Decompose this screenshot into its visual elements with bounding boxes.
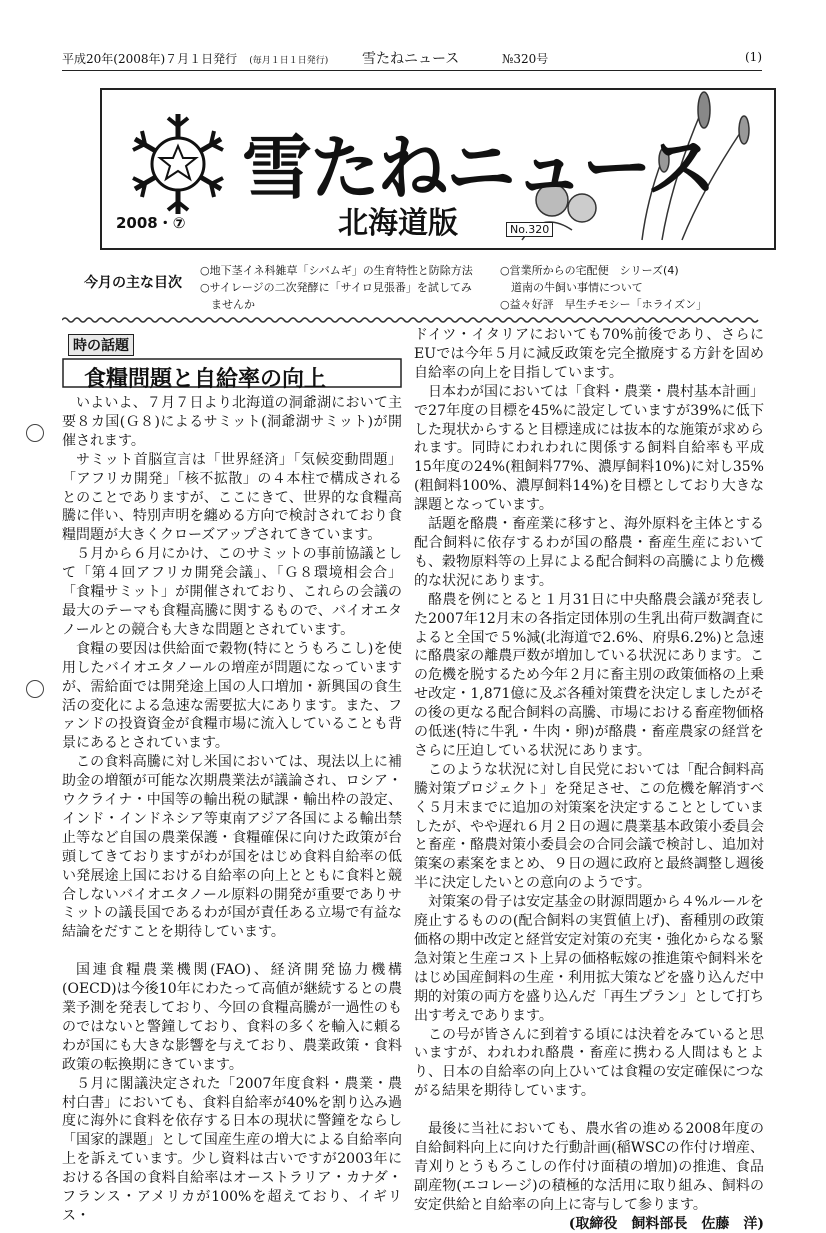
masthead-edition: 北海道版: [338, 206, 458, 241]
toc-item: ○地下茎イネ科雑草「シバムギ」の生育特性と防除方法: [200, 264, 473, 277]
paragraph: 話題を酪農・畜産業に移すと、海外原料を主体とする配合飼料に依存するわが国の酪農・畜産生産においても、穀物原料等の上昇による配合飼料の高騰により危機的な状況にあります。: [414, 516, 764, 589]
paragraph: サミット首脳宣言は「世界経済」「気候変動問題」「アフリカ開発」「核不拡散」の４本柱で構成されるとのことでありますが、ここにきて、世界的な食糧高騰に伴い、特別声明を纏める方向で検討されており食糧問題が大きくクローズアップされてきています。: [62, 451, 402, 544]
paragraph: このような状況に対し自民党においては「配合飼料高騰対策プロジェクト」を発足させ、この危機を解消すべく５月末までに追加の対策案を決定することとしていましたが、やや遅れ６月２日の週に農業基本政策小委員会と畜産・酪農対策小委員会の合同会議で検討し、追加対策案の素案をまとめ、９日の週に政府と最終調整し週後半に決定したいとの意向のようです。: [414, 761, 764, 892]
author-signature: (取締役 飼料部長 佐藤 洋): [568, 1215, 764, 1232]
paragraph: 最後に当社においても、農水省の進める2008年度の自給飼料向上に向けた行動計画(稲WSCの作付け増産、青刈りとうもろこしの作付け面積の増加)の推進、食品副産物(エコレージ)の積極的な活用に取り組み、飼料の安定供給と自給率の向上に寄与して参ります。: [414, 1121, 764, 1213]
masthead: [100, 88, 776, 250]
article-column-right: [414, 326, 764, 1233]
paragraph: 日本わが国においては「食料・農業・農村基本計画」で27年度の目標を45%に設定していますが39%に低下した現状からすると目標達成には抜本的な施策が求められます。同時にわれわれに関係する飼料自給率も平成15年度の24%(粗飼料77%、濃厚飼料10%)に対し35%(粗飼料100%、濃厚飼料14%)を目標としており大きな課題となっています。: [414, 383, 764, 514]
toc-item: 道南の牛飼い事情について: [500, 281, 643, 294]
paragraph: この号が皆さんに到着する頃には決着をみていると思いますが、われわれ酪農・畜産に携わる人間はもとより、日本の自給率の向上ひいては食糧の安定確保につながる結果を期待しています。: [414, 1026, 764, 1100]
paragraph: この食料高騰に対し米国においては、現法以上に補助金の増額が可能な次期農業法が議論され、ロシア・ウクライナ・中国等の輸出税の賦課・輸出枠の設定、インド・インドネシア等東南アジア各国による輸出禁止等など自国の農業保護・食糧確保に向けた政策が台頭してきておりますがわが国をはじめ食料自給率の低い発展途上国における自給率の向上とともに食料と競合しないバイオエタノール原料の開発が重要でありサミットの議長国であるわが国が責任ある立場で有益な結論をだすことを期待しています。: [62, 754, 402, 941]
paragraph: ドイツ・イタリアにおいても70%前後であり、さらにEUでは今年５月に減反政策を完全撤廃する方針を固め自給率の向上を目指しています。: [414, 327, 764, 381]
binder-hole: [26, 424, 44, 442]
toc-item: ○サイレージの二次発酵に「サイロ見張番」を試してみ: [200, 281, 472, 294]
toc-item: ○営業所からの宅配便 シリーズ(4): [500, 264, 679, 277]
paragraph: 国連食糧農業機関(FAO)、経済開発協力機構(OECD)は今後10年にわたって高値が継続するとの農業予測を発表しており、今回の食糧高騰が一過性のものではないと警鐘しており、食料の多くを輸入に頼るわが国にも大きな影響を与えており、農業政策・食料政策の転換期にきています。: [62, 962, 402, 1073]
article-column-left: [62, 394, 402, 1226]
paragraph: いよいよ、７月７日より北海道の洞爺湖において主要８カ国(Ｇ８)によるサミット(洞爺湖サミット)が開催されます。: [62, 395, 402, 449]
ornamental-divider: [62, 316, 762, 324]
masthead-date: 2008・⑦: [116, 214, 186, 232]
paragraph: ５月から６月にかけ、このサミットの事前協議として「第４回アフリカ開発会議」、「Ｇ８環境相会合」「食糧サミット」が開催されており、これらの会議の最大のテーマも食糧高騰に関するもので、バイオエタノールとの競合も大きな問題とされています。: [62, 546, 402, 638]
article-headline: 食糧問題と自給率の向上: [84, 367, 327, 392]
toc-heading: 今月の主な目次: [84, 275, 182, 291]
page-number: (1): [745, 50, 762, 64]
binder-hole: [26, 680, 44, 698]
toc-right: [500, 262, 770, 313]
paragraph: 食糧の要因は供給面で穀物(特にとうもろこし)を使用したバイオエタノールの増産が問題になっていますが、需給面では開発途上国の人口増加・新興国の食生活の変化による急速な需要拡大にあります。また、ファンドの投資資金が食糧市場に流入していることも背景にあるとされています。: [62, 640, 402, 752]
article-kicker: 時の話題: [68, 334, 134, 356]
paper-name: 雪たねニュース: [362, 51, 460, 67]
toc-item: ○益々好評 早生チモシー「ホライズン」: [500, 298, 708, 311]
paragraph: 対策案の骨子は安定基金の財源問題から４%ルールを廃止するものの(配合飼料の実質値上げ)、畜種別の政策価格の期中改定と経営安定対策の充実・強化からなる緊急対策と生産コスト上昇の価格転嫁の推進策や飼料米をはじめ国産飼料の生産・利用拡大策などを盛り込んだ中期的対策の両方を盛り込んだ「再生プラン」として打ち出す考えであります。: [414, 894, 764, 1024]
paragraph: 酪農を例にとると１月31日に中央酪農会議が発表した2007年12月末の各指定団体別の生乳出荷戸数調査によると全国で５%減(北海道で2.6%、府県6.2%)と急速に酪農家の離農戸数が増加している状況にあります。この危機を脱するため今年２月に畜主別の政策価格の上乗せ改定・1,871億に及ぶ各種対策費を決定しましたがその後の更なる配合飼料の高騰、市場における畜産物価格の低迷(特に牛乳・牛肉・卵)が酪農・畜産農家の経営をさらに圧迫している状況にあります。: [414, 591, 764, 759]
toc-left: [200, 262, 490, 313]
paragraph: ５月に閣議決定された「2007年度食料・農業・農村白書」においても、食料自給率が40%を割り込み過度に海外に食料を依存する日本の現状に警鐘をならし「国家的課題」として国産生産の増大による自給率向上を訴えています。少し資料は古いですが2003年における各国の食料自給率はオーストラリア・カナダ・フランス・アメリカが100%を超えており、イギリス・: [62, 1075, 402, 1224]
issue-date: 平成20年(2008年)７月１日発行 (毎月１日１日発行): [62, 52, 329, 66]
header-rule: [62, 70, 762, 71]
masthead-issue-badge: No.320: [506, 222, 553, 237]
toc-item: ませんか: [200, 298, 255, 311]
issue-number: №320号: [502, 52, 549, 66]
masthead-title: 雪たねニュース: [242, 127, 715, 209]
